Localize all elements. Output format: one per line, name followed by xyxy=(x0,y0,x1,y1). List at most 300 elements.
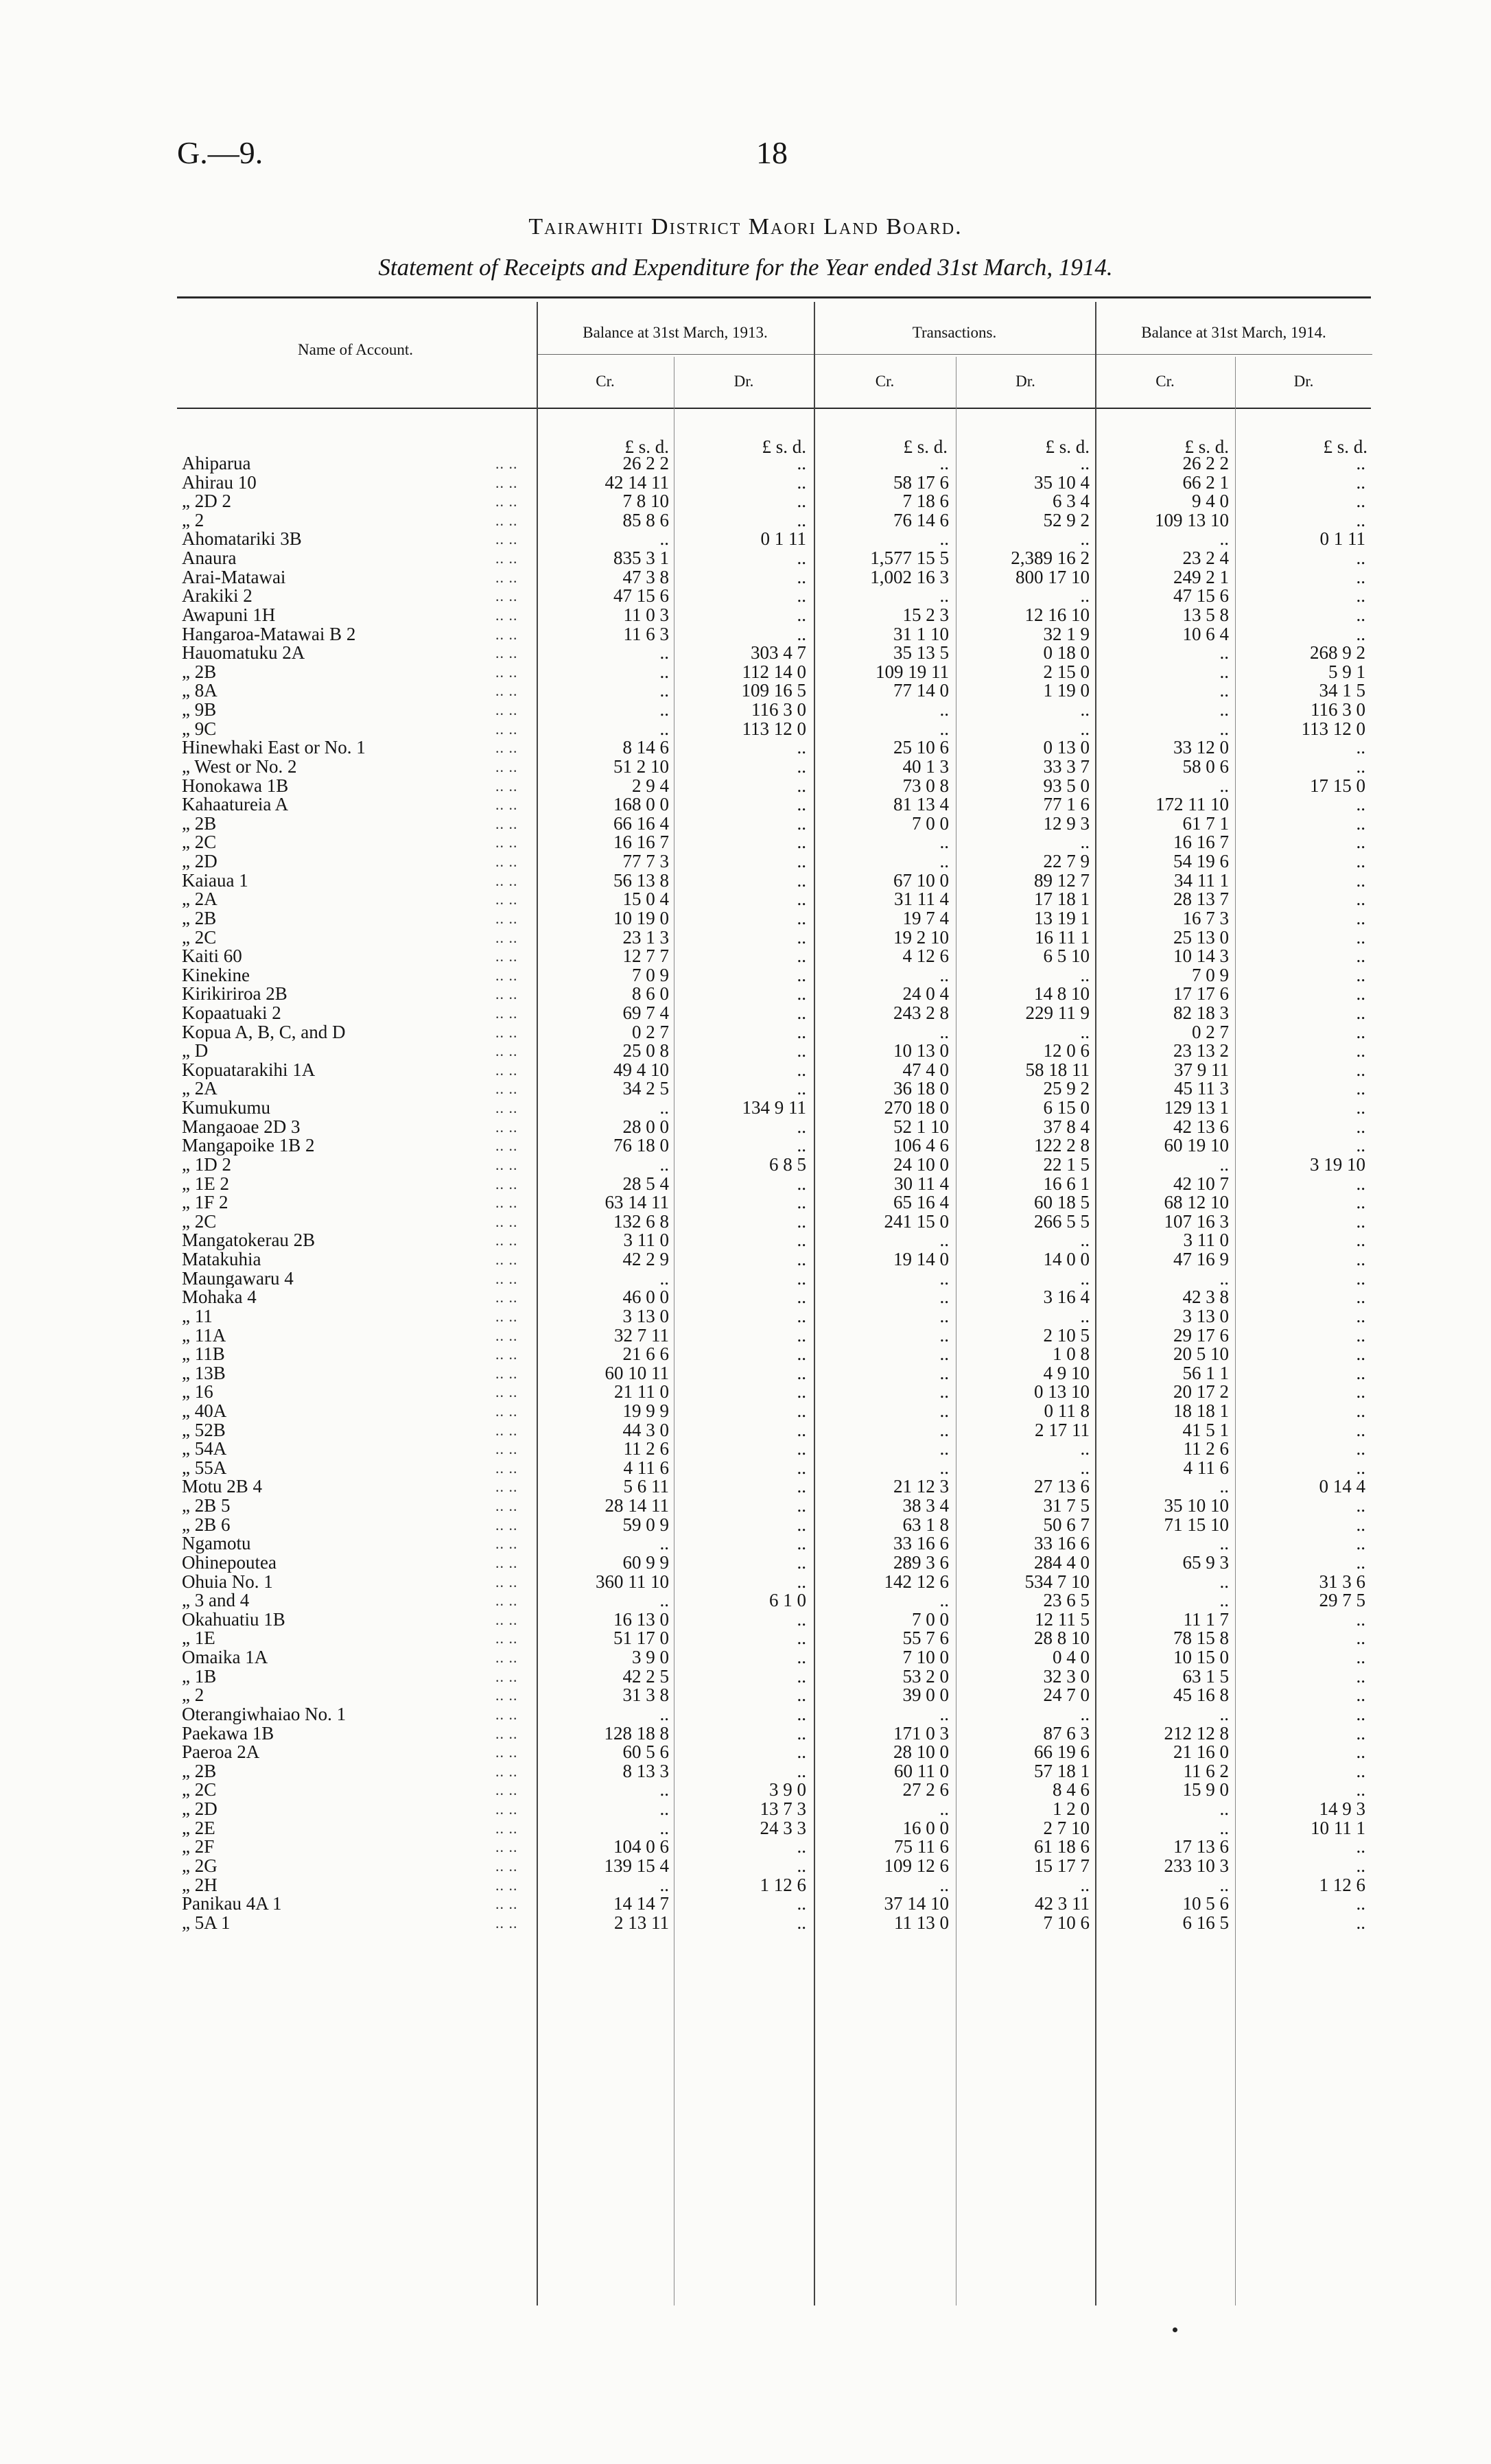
amount-cell: 60 9 9 xyxy=(622,1551,669,1573)
amount-cell: 11 0 3 xyxy=(623,604,669,625)
amount-cell: 31 3 8 xyxy=(622,1685,669,1706)
amount-cell: .. xyxy=(797,1722,806,1744)
amount-cell: 47 16 9 xyxy=(1173,1249,1229,1270)
amount-cell: 3 13 0 xyxy=(1182,1305,1229,1326)
table-row xyxy=(0,454,1491,473)
amount-cell: 58 18 11 xyxy=(1025,1059,1090,1080)
amount-cell: 31 7 5 xyxy=(1043,1495,1090,1516)
amount-cell: 56 1 1 xyxy=(1182,1362,1229,1383)
amount-cell: .. xyxy=(797,1173,806,1194)
amount-cell: .. xyxy=(797,1514,806,1535)
amount-cell: 75 11 6 xyxy=(894,1836,949,1857)
table-row xyxy=(0,1477,1491,1497)
table-row xyxy=(0,1288,1491,1307)
account-name: „ 2A xyxy=(182,890,218,909)
amount-cell: 23 1 3 xyxy=(622,926,669,948)
group-header-balance-1914: Balance at 31st March, 1914. xyxy=(1141,324,1326,341)
leader-dots: .. .. xyxy=(495,1307,518,1325)
amount-cell: .. xyxy=(797,1685,806,1706)
amount-cell: 24 10 0 xyxy=(893,1153,949,1175)
amount-cell: 24 0 4 xyxy=(902,983,949,1005)
amount-cell: 19 14 0 xyxy=(893,1249,949,1270)
amount-cell: 19 2 10 xyxy=(893,926,949,948)
table-row xyxy=(0,1762,1491,1781)
amount-cell: .. xyxy=(1356,1514,1365,1535)
amount-cell: .. xyxy=(1356,812,1365,834)
amount-cell: 10 19 0 xyxy=(613,907,669,928)
account-name: „ 2B xyxy=(182,662,217,682)
amount-cell: 28 14 11 xyxy=(604,1495,669,1516)
amount-cell: 16 7 3 xyxy=(1182,907,1229,928)
table-row xyxy=(0,1136,1491,1155)
amount-cell: 57 18 1 xyxy=(1034,1760,1090,1781)
amount-cell: 60 5 6 xyxy=(622,1741,669,1763)
account-name: Oterangiwhaiao No. 1 xyxy=(182,1704,347,1724)
leader-dots: .. .. xyxy=(495,1687,518,1704)
amount-cell: 20 17 2 xyxy=(1173,1381,1229,1403)
amount-cell: .. xyxy=(659,718,669,739)
leader-dots: .. .. xyxy=(495,644,518,662)
amount-cell: .. xyxy=(939,585,949,607)
amount-cell: 16 16 7 xyxy=(613,832,669,853)
leader-dots: .. .. xyxy=(495,928,518,946)
amount-cell: .. xyxy=(1356,1779,1365,1800)
amount-cell: .. xyxy=(797,1495,806,1516)
amount-cell: .. xyxy=(1356,964,1365,985)
amount-cell: 60 18 5 xyxy=(1034,1192,1090,1213)
leader-dots: .. .. xyxy=(495,1553,518,1571)
amount-cell: 0 18 0 xyxy=(1043,642,1090,664)
account-name: „ 1E xyxy=(182,1629,215,1649)
account-name: „ 13B xyxy=(182,1363,226,1383)
leader-dots: .. .. xyxy=(495,1251,518,1269)
table-row xyxy=(0,1553,1491,1573)
account-name: „ D xyxy=(182,1042,209,1061)
account-name: Kahaatureia A xyxy=(182,795,289,814)
account-name: Matakuhia xyxy=(182,1250,261,1269)
amount-cell: .. xyxy=(939,1021,949,1042)
table-row xyxy=(0,1231,1491,1250)
amount-cell: .. xyxy=(797,1893,806,1914)
amount-cell: 1 2 0 xyxy=(1053,1798,1090,1820)
amount-cell: .. xyxy=(797,1002,806,1023)
amount-cell: 800 17 10 xyxy=(1015,566,1090,587)
amount-cell: .. xyxy=(797,453,806,473)
amount-cell: .. xyxy=(1356,1760,1365,1781)
table-row xyxy=(0,1591,1491,1610)
amount-cell: 3 16 4 xyxy=(1043,1287,1090,1308)
amount-cell: 13 7 3 xyxy=(760,1798,806,1820)
amount-cell: .. xyxy=(1356,869,1365,891)
table-row xyxy=(0,1686,1491,1705)
table-row xyxy=(0,473,1491,493)
leader-dots: .. .. xyxy=(495,1269,518,1287)
amount-cell: 73 0 8 xyxy=(902,775,949,796)
amount-cell: .. xyxy=(1356,737,1365,758)
amount-cell: 33 16 6 xyxy=(1034,1533,1090,1554)
amount-cell: .. xyxy=(797,1344,806,1365)
amount-cell: .. xyxy=(1080,718,1090,739)
amount-cell: .. xyxy=(659,1874,669,1895)
amount-cell: .. xyxy=(797,471,806,493)
amount-cell: .. xyxy=(1219,1590,1229,1611)
amount-cell: .. xyxy=(1080,832,1090,853)
page-subtitle: Statement of Receipts and Expenditure for the Year ended 31st March, 1914. xyxy=(378,254,1113,281)
amount-cell: 104 0 6 xyxy=(613,1836,669,1857)
leader-dots: .. .. xyxy=(495,777,518,795)
table-row xyxy=(0,1061,1491,1080)
amount-cell: 3 9 0 xyxy=(769,1779,806,1800)
amount-cell: .. xyxy=(1356,1324,1365,1346)
amount-cell: 16 13 0 xyxy=(613,1608,669,1630)
amount-cell: .. xyxy=(797,1059,806,1080)
amount-cell: .. xyxy=(1356,983,1365,1005)
amount-cell: 12 7 7 xyxy=(622,946,669,967)
table-row xyxy=(0,511,1491,530)
amount-cell: 6 3 4 xyxy=(1053,491,1090,512)
amount-cell: .. xyxy=(939,1590,949,1611)
amount-cell: .. xyxy=(1356,623,1365,644)
account-name: Hauomatuku 2A xyxy=(182,644,305,663)
amount-cell: 61 7 1 xyxy=(1182,812,1229,834)
units-cr-transactions: £ s. d. xyxy=(903,436,948,457)
leader-dots: .. .. xyxy=(495,1876,518,1894)
amount-cell: 47 15 6 xyxy=(613,585,669,607)
amount-cell: .. xyxy=(1356,1021,1365,1042)
table-row xyxy=(0,1894,1491,1914)
account-name: Omaika 1A xyxy=(182,1648,268,1667)
amount-cell: .. xyxy=(797,1305,806,1326)
amount-cell: 129 13 1 xyxy=(1164,1097,1229,1118)
amount-cell: .. xyxy=(797,548,806,569)
leader-dots: .. .. xyxy=(495,796,518,814)
units-cr-1914: £ s. d. xyxy=(1184,436,1229,457)
amount-cell: .. xyxy=(1219,528,1229,550)
amount-cell: 7 18 6 xyxy=(902,491,949,512)
amount-cell: 82 18 3 xyxy=(1173,1002,1229,1023)
account-name: „ 16 xyxy=(182,1383,213,1402)
amount-cell: 2,389 16 2 xyxy=(1011,548,1090,569)
amount-cell: .. xyxy=(1356,889,1365,910)
amount-cell: .. xyxy=(797,1287,806,1308)
leader-dots: .. .. xyxy=(495,511,518,529)
amount-cell: .. xyxy=(939,1362,949,1383)
amount-cell: .. xyxy=(1356,1173,1365,1194)
amount-cell: 69 7 4 xyxy=(622,1002,669,1023)
amount-cell: 23 13 2 xyxy=(1173,1040,1229,1061)
amount-cell: .. xyxy=(797,907,806,928)
amount-cell: 6 5 10 xyxy=(1043,946,1090,967)
table-row xyxy=(0,1629,1491,1648)
table-row xyxy=(0,1175,1491,1194)
amount-cell: .. xyxy=(1356,1002,1365,1023)
leader-dots: .. .. xyxy=(495,1004,518,1022)
amount-cell: .. xyxy=(939,832,949,853)
units-dr-1913: £ s. d. xyxy=(762,436,806,457)
amount-cell: .. xyxy=(797,509,806,530)
amount-cell: .. xyxy=(659,1779,669,1800)
amount-cell: 29 7 5 xyxy=(1319,1590,1365,1611)
table-row xyxy=(0,1534,1491,1553)
account-name: „ 2B 5 xyxy=(182,1497,231,1516)
leader-dots: .. .. xyxy=(495,606,518,624)
account-name: „ 9C xyxy=(182,719,217,739)
table-row xyxy=(0,492,1491,511)
amount-cell: .. xyxy=(1219,1267,1229,1289)
amount-cell: .. xyxy=(1080,453,1090,473)
amount-cell: 17 18 1 xyxy=(1034,889,1090,910)
amount-cell: 42 2 5 xyxy=(622,1665,669,1687)
amount-cell: 24 3 3 xyxy=(760,1817,806,1838)
column-header-dr-1913: Dr. xyxy=(733,373,754,390)
amount-cell: 38 3 4 xyxy=(902,1495,949,1516)
amount-cell: 27 13 6 xyxy=(1034,1476,1090,1497)
amount-cell: 34 1 5 xyxy=(1319,680,1365,701)
amount-cell: .. xyxy=(1356,1438,1365,1459)
amount-cell: 0 13 0 xyxy=(1043,737,1090,758)
leader-dots: .. .. xyxy=(495,1649,518,1667)
leader-dots: .. .. xyxy=(495,568,518,586)
amount-cell: 5 9 1 xyxy=(1328,661,1365,682)
column-header-dr-1914: Dr. xyxy=(1293,373,1314,390)
table-row xyxy=(0,1383,1491,1402)
amount-cell: .. xyxy=(797,1628,806,1649)
amount-cell: 0 2 7 xyxy=(632,1021,669,1042)
amount-cell: .. xyxy=(797,1438,806,1459)
leader-dots: .. .. xyxy=(495,891,518,908)
amount-cell: 835 3 1 xyxy=(613,548,669,569)
account-name: Mangapoike 1B 2 xyxy=(182,1136,315,1155)
table-row xyxy=(0,1004,1491,1023)
amount-cell: 37 14 10 xyxy=(884,1893,949,1914)
amount-cell: .. xyxy=(1219,1533,1229,1554)
amount-cell: .. xyxy=(1356,1381,1365,1403)
amount-cell: .. xyxy=(797,623,806,644)
amount-cell: 134 9 11 xyxy=(742,1097,806,1118)
table-row xyxy=(0,606,1491,625)
amount-cell: .. xyxy=(939,1287,949,1308)
amount-cell: 27 2 6 xyxy=(902,1779,949,1800)
amount-cell: .. xyxy=(797,1021,806,1042)
account-name: „ 2D xyxy=(182,1800,218,1819)
amount-cell: 0 14 4 xyxy=(1319,1476,1365,1497)
leader-dots: .. .. xyxy=(495,1724,518,1742)
amount-cell: .. xyxy=(1219,699,1229,720)
leader-dots: .. .. xyxy=(495,1175,518,1193)
account-name: „ 1B xyxy=(182,1667,217,1687)
amount-cell: 303 4 7 xyxy=(751,642,806,664)
amount-cell: .. xyxy=(659,528,669,550)
account-name: „ 8A xyxy=(182,681,218,701)
account-name: Ngamotu xyxy=(182,1534,251,1553)
leader-dots: .. .. xyxy=(495,625,518,643)
amount-cell: .. xyxy=(797,1741,806,1763)
column-header-dr-transactions: Dr. xyxy=(1015,373,1035,390)
amount-cell: .. xyxy=(797,832,806,853)
amount-cell: 66 16 4 xyxy=(613,812,669,834)
table-row xyxy=(0,1781,1491,1800)
amount-cell: 7 0 0 xyxy=(912,1608,949,1630)
table-row xyxy=(0,1250,1491,1269)
amount-cell: 1 19 0 xyxy=(1043,680,1090,701)
amount-cell: 109 13 10 xyxy=(1155,509,1229,530)
leader-dots: .. .. xyxy=(495,1497,518,1515)
account-name: „ 1F 2 xyxy=(182,1193,228,1212)
amount-cell: 7 0 9 xyxy=(632,964,669,985)
header-bottom-rule xyxy=(177,408,1371,409)
account-name: Ohinepoutea xyxy=(182,1553,277,1573)
table-row xyxy=(0,720,1491,739)
account-name: „ 2B xyxy=(182,1761,217,1781)
leader-dots: .. .. xyxy=(495,1762,518,1780)
amount-cell: 25 0 8 xyxy=(622,1040,669,1061)
amount-cell: 11 6 2 xyxy=(1183,1760,1229,1781)
amount-cell: .. xyxy=(1356,1551,1365,1573)
group-header-balance-1913: Balance at 31st March, 1913. xyxy=(583,324,768,341)
amount-cell: 4 12 6 xyxy=(902,946,949,967)
account-name: „ 2B xyxy=(182,908,217,928)
amount-cell: .. xyxy=(797,889,806,910)
amount-cell: 10 5 6 xyxy=(1182,1893,1229,1914)
amount-cell: .. xyxy=(659,680,669,701)
account-name: „ 2C xyxy=(182,928,217,948)
leader-dots: .. .. xyxy=(495,1459,518,1477)
amount-cell: 93 5 0 xyxy=(1043,775,1090,796)
leader-dots: .. .. xyxy=(495,1781,518,1799)
amount-cell: 109 16 5 xyxy=(741,680,806,701)
table-top-rule xyxy=(177,296,1371,298)
leader-dots: .. .. xyxy=(495,1744,518,1761)
amount-cell: .. xyxy=(659,1097,669,1118)
amount-cell: .. xyxy=(797,1571,806,1592)
table-row xyxy=(0,1800,1491,1819)
amount-cell: 21 16 0 xyxy=(1173,1741,1229,1763)
account-name: Mangatokerau 2B xyxy=(182,1231,316,1250)
table-row xyxy=(0,814,1491,834)
amount-cell: 21 6 6 xyxy=(622,1344,669,1365)
account-name: „ 2B xyxy=(182,814,217,834)
table-row xyxy=(0,1023,1491,1042)
leader-dots: .. .. xyxy=(495,1042,518,1060)
amount-cell: 8 6 0 xyxy=(632,983,669,1005)
table-row xyxy=(0,1667,1491,1687)
table-row xyxy=(0,1497,1491,1516)
account-name: „ 40A xyxy=(182,1402,227,1421)
account-name: Arai-Matawai xyxy=(182,567,286,587)
amount-cell: 116 3 0 xyxy=(1311,699,1365,720)
amount-cell: 77 14 0 xyxy=(893,680,949,701)
amount-cell: .. xyxy=(1356,1703,1365,1724)
amount-cell: .. xyxy=(797,1230,806,1251)
amount-cell: 32 1 9 xyxy=(1043,623,1090,644)
amount-cell: .. xyxy=(1356,1116,1365,1137)
table-row xyxy=(0,568,1491,587)
amount-cell: 11 6 3 xyxy=(623,623,669,644)
amount-cell: .. xyxy=(659,1533,669,1554)
leader-dots: .. .. xyxy=(495,720,518,738)
leader-dots: .. .. xyxy=(495,1383,518,1401)
amount-cell: .. xyxy=(1356,1305,1365,1326)
amount-cell: 58 0 6 xyxy=(1182,755,1229,777)
amount-cell: 77 7 3 xyxy=(622,851,669,872)
amount-cell: 13 19 1 xyxy=(1034,907,1090,928)
amount-cell: 50 6 7 xyxy=(1043,1514,1090,1535)
leader-dots: .. .. xyxy=(495,739,518,757)
amount-cell: 3 11 0 xyxy=(623,1230,669,1251)
page-title: Tairawhiti District Maori Land Board. xyxy=(528,214,963,239)
amount-cell: .. xyxy=(797,1192,806,1213)
amount-cell: 40 1 3 xyxy=(902,755,949,777)
table-row xyxy=(0,1155,1491,1175)
leader-dots: .. .. xyxy=(495,1895,518,1913)
amount-cell: .. xyxy=(797,851,806,872)
amount-cell: 26 2 2 xyxy=(1182,453,1229,473)
leader-dots: .. .. xyxy=(495,1023,518,1041)
account-name: Kinekine xyxy=(182,965,250,985)
account-name: „ 2B 6 xyxy=(182,1515,231,1535)
amount-cell: 60 11 0 xyxy=(894,1760,949,1781)
amount-cell: 42 3 11 xyxy=(1035,1893,1090,1914)
amount-cell: 28 5 4 xyxy=(622,1173,669,1194)
amount-cell: 0 1 11 xyxy=(1319,528,1365,550)
amount-cell: 534 7 10 xyxy=(1024,1571,1090,1592)
amount-cell: 18 18 1 xyxy=(1173,1400,1229,1421)
account-name: Motu 2B 4 xyxy=(182,1477,263,1497)
account-name: Paeroa 2A xyxy=(182,1743,260,1762)
leader-dots: .. .. xyxy=(495,455,518,472)
account-name: Awapuni 1H xyxy=(182,605,276,625)
amount-cell: 268 9 2 xyxy=(1310,642,1365,664)
table-row xyxy=(0,1648,1491,1667)
account-name: „ 1D 2 xyxy=(182,1155,231,1175)
amount-cell: .. xyxy=(939,699,949,720)
amount-cell: 11 13 0 xyxy=(894,1912,949,1933)
column-header-cr-transactions: Cr. xyxy=(875,373,895,390)
amount-cell: .. xyxy=(1356,566,1365,587)
amount-cell: .. xyxy=(797,1665,806,1687)
leader-dots: .. .. xyxy=(495,1346,518,1363)
leader-dots: .. .. xyxy=(495,1137,518,1155)
amount-cell: 32 3 0 xyxy=(1043,1665,1090,1687)
amount-cell: 17 17 6 xyxy=(1173,983,1229,1005)
amount-cell: 47 3 8 xyxy=(622,566,669,587)
amount-cell: .. xyxy=(1080,964,1090,985)
amount-cell: .. xyxy=(939,1874,949,1895)
table-row xyxy=(0,966,1491,985)
table-row xyxy=(0,1364,1491,1383)
amount-cell: .. xyxy=(797,1210,806,1232)
amount-cell: 16 11 1 xyxy=(1035,926,1090,948)
amount-cell: .. xyxy=(797,926,806,948)
account-name: „ 2A xyxy=(182,1079,218,1099)
amount-cell: .. xyxy=(659,1703,669,1724)
amount-cell: 10 13 0 xyxy=(893,1040,949,1061)
amount-cell: .. xyxy=(797,1324,806,1346)
amount-cell: .. xyxy=(1356,1078,1365,1099)
leader-dots: .. .. xyxy=(495,1535,518,1553)
amount-cell: 76 18 0 xyxy=(613,1135,669,1156)
amount-cell: .. xyxy=(1356,491,1365,512)
amount-cell: .. xyxy=(797,566,806,587)
amount-cell: 78 15 8 xyxy=(1173,1628,1229,1649)
amount-cell: 7 10 0 xyxy=(902,1647,949,1668)
leader-dots: .. .. xyxy=(495,758,518,775)
column-header-cr-1913: Cr. xyxy=(596,373,615,390)
leader-dots: .. .. xyxy=(495,966,518,984)
amount-cell: 233 10 3 xyxy=(1164,1855,1229,1876)
amount-cell: 1 12 6 xyxy=(1319,1874,1365,1895)
amount-cell: .. xyxy=(939,718,949,739)
